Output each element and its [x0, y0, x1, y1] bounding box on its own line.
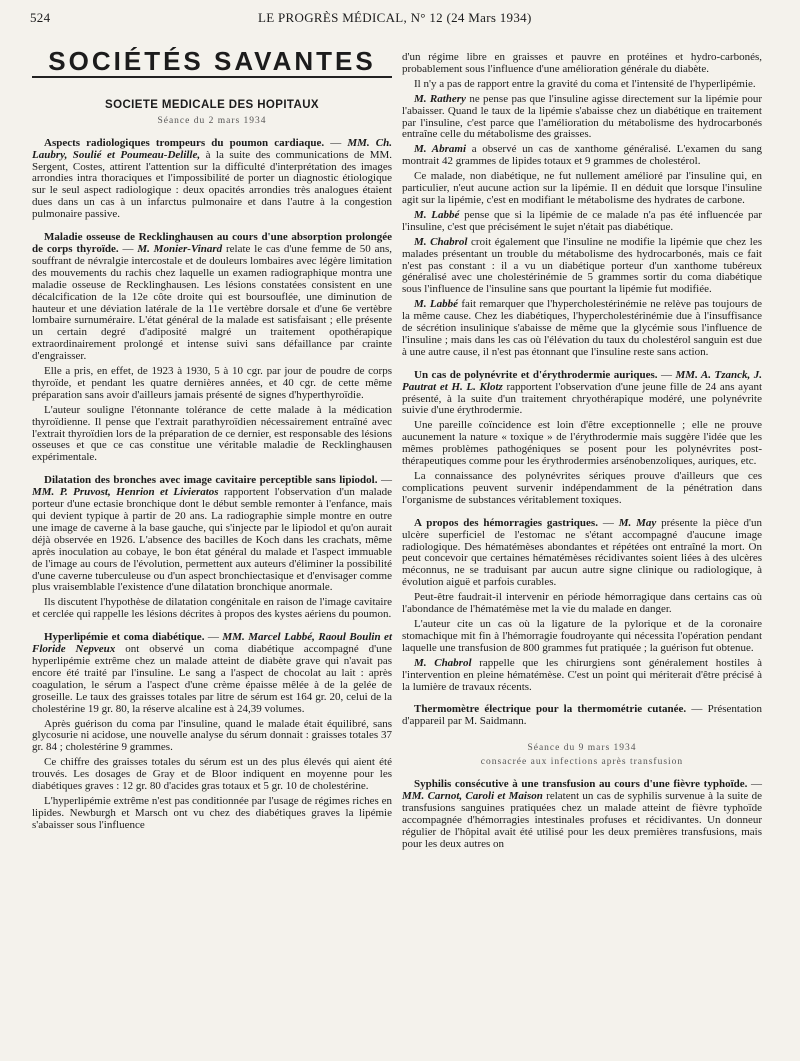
speaker: M. Abrami: [414, 143, 467, 156]
page-number: 524: [30, 10, 51, 25]
article-syphilis-transfusion: Syphilis consécutive à une transfusion au cours d'une fièvre typhoïde. — MM. Carnot, Caroli et Maison relatent un cas de syphilis survenue à la suite de transfusions sanguines pratiquées chez un malade atteint de fièvre typhoïde accompagnée d'hémorragies intestinales profuses et récidivantes. Un donneur régulier de l'hôpital avait été utilisé pour les deux premières transfusions, mais pour les deux autres on: [402, 778, 763, 850]
paragraph: d'un régime libre en graisses et pauvre en protéines et hydro-carbonés, probablement sous l'influence d'une amélioration générale du diabète.: [402, 51, 762, 75]
article-text: rapportent l'observation d'une jeune fille de 24 ans ayant présenté, à la suite d'un traitement chryothérapique modéré, une polynévrite suivie d'une érythrodermie.: [402, 380, 763, 417]
article-authors: M. Monier-Vinard: [137, 242, 223, 255]
article-recklinghausen: Maladie osseuse de Recklinghausen au cours d'une absorption prolongée de corps thyroïde. — M. Monier-Vinard relate le cas d'une femme de 50 ans, souffrant de névralgie intercostale et de douleurs lombaires avec légère limitation des mouvements du rachis chez laquelle un examen radiographique montra une maladie osseuse de Recklinghausen. Les lésions constatées consistent en une décalcification de la 12e côte droite qui est boursouflée, une diminution de hauteur et une déviation latérale de la 11e vertèbre dorsale et d'une 6e vertèbre lombaire surnuméraire. L'état général de la malade est satisfaisant ; elle présente un certain degré d'adiposité malgré un traitement opothérapique extraordinairement prolongé et intense suivi sans défaillance par crainte d'engraisser.: [32, 231, 393, 363]
paragraph: Une pareille coïncidence est loin d'être exceptionnelle ; elle ne prouve aucunement la nature « toxique » de l'érythrodermie mais suggère l'idée que les mêmes problèmes pathogéniques se posent pour les polynévrites post-thérapeutiques comme pour les érythrodermies arsénobenzoliques, auriques, etc.: [402, 419, 762, 468]
paragraph-text: ne pense pas que l'insuline agisse directement sur la lipémie pour l'abaisser. Quand le taux de la lipémie s'abaisse chez un diabétique en traitement par l'insuline, c'est parce que l'amélioration du métabolisme des hydrocarbonés entraîne celle du métabolisme des graisses.: [402, 92, 763, 141]
paragraph: La connaissance des polynévrites sériques prouve d'ailleurs que ces complications peuvent survenir indépendamment de la pénétration dans l'organisme de substances véritablement toxiques.: [402, 470, 762, 506]
article-text: à la suite des communications de MM. Sergent, Costes, attirent l'attention sur la difficulté d'interprétation des images arrondies intra thoraciques et l'impossibilité de porter un diagnostic étiologique sur le seul aspect radiologique : deux opacités arrondies très analogues étaient dues dans un cas à un infarctus pulmonaire et dans l'autre à la congestion pulmonaire passive.: [32, 148, 393, 221]
paragraph: [402, 210, 762, 234]
paragraph: [402, 237, 762, 297]
article-heading: Dilatation des bronches avec image cavitaire perceptible sans lipiodol.: [44, 474, 378, 487]
speaker: M. Chabrol: [414, 656, 472, 669]
article-text: relatent un cas de syphilis survenue à la suite de transfusions sanguines pratiquées chez un malade atteint de fièvre typhoïde accompagnée d'hémorragies intestinales profuses et récidivantes. Un donneur régulier de l'hôpital avait été utilisé pour les deux premières transfusions, mais pour les deux autres on: [402, 789, 762, 850]
article-heading: A propos des hémorragies gastriques.: [414, 516, 598, 529]
paragraph: Elle a pris, en effet, de 1923 à 1930, 5 à 10 cgr. par jour de poudre de corps thyroïde, et pendant les quatre dernières années, et 40 cgr. de cette même préparation sans avoir d'ailleurs jamais présenté de signes d'hyperthyroïdie.: [32, 365, 392, 401]
paragraph-text: rappelle que les chirurgiens sont généralement hostiles à l'intervention en pleine hématémèse. C'est un point qui mériterait d'être précisé à la lumière de travaux récents.: [402, 656, 763, 693]
speaker: M. Chabrol: [414, 235, 468, 248]
paragraph-text: croit également que l'insuline ne modifie la lipémie que chez les malades présentant un trouble du métabolisme des hydrocarbonés, mais ce fait n'est pas constant : il a vu un diabétique porteur d'un xanthome tubéreux généralisé avec une cholestérinémie de 5 grammes sortir du coma diabétique sous l'influence de l'insuline sans que pourtant la lipémie fut modifiée.: [402, 235, 762, 296]
article-hemorragies: A propos des hémorragies gastriques. — M. May présente la pièce d'un ulcère superficiel de l'estomac ne s'étant accompagné d'aucune image radiologique. Des hématémèses abondantes et répétées ont entraîné la mort. On peut concevoir que certaines hématémèses récidivantes soient liées à des ulcères méconnus, ne se traduisant par aucun autre signe clinique ou radiologique, à évolution aiguë et parfois curables.: [402, 516, 763, 589]
right-column: [402, 52, 762, 853]
article-heading: Maladie osseuse de Recklinghausen au cours d'une absorption prolongée de corps thyroïde.: [32, 231, 392, 255]
article-authors: MM. P. Pruvost, Henrion et Livieratos: [32, 486, 219, 499]
paragraph: L'hyperlipémie extrême n'est pas conditionnée par l'usage de régimes riches en lipides. Newburgh et Marsch ont vu chez des diabétiques graves la lipémie s'abaisser sous l'influence: [32, 794, 392, 831]
paragraph: [402, 144, 762, 168]
speaker: M. Labbé: [414, 298, 458, 311]
paragraph: Il n'y a pas de rapport entre la gravité du coma et l'intensité de l'hyperlipémie.: [414, 77, 756, 90]
article-text: relate le cas d'une femme de 50 ans, souffrant de névralgie intercostale et de douleurs lombaires avec légère limitation des mouvements du rachis chez laquelle un examen radiographique montra une maladie osseuse de Recklinghausen. Les lésions constatées consistent en une décalcification de la 12e côte droite qui est boursouflée, une diminution de hauteur et une déviation latérale de la 11e vertèbre dorsale et d'une 6e vertèbre lombaire surnuméraire. L'état général de la malade est satisfaisant ; elle présente un certain degré d'adiposité malgré un traitement opothérapique extraordinairement prolongé et intense suivi sans défaillance par crainte d'engraisser.: [32, 242, 393, 363]
article-heading: Aspects radiologiques trompeurs du poumon cardiaque.: [44, 136, 325, 149]
article-text: — Présentation d'appareil par M. Saidmann.: [402, 703, 762, 728]
article-text: rapportent l'observation d'un malade porteur d'une ectasie bronchique dont le début semble remonter à l'enfance, mais qui devient typique à partir de 20 ans. La radiographie simple montre en outre une image de caverne à la base gauche, qui s'injecte par le lipiodol et qu'on aurait déjà observée en 1926. L'absence des bacilles de Koch dans les crachats, même après inoculation au cobaye, le bon état général du malade et l'aspect immuable de l'image au cours de l'évolution, permettent aux auteurs d'éliminer la possibilité d'une caverne tuberculeuse ou d'un aspect bronchiectasique et d'envisager comme plus vraisemblable l'existence d'une dilatation bronchique anormale.: [32, 486, 392, 594]
running-header: [30, 10, 770, 26]
paragraph-text: pense que si la lipémie de ce malade n'a pas été influencée par l'insuline, c'est que précisément le sujet n'était pas diabétique.: [402, 208, 763, 233]
article-authors: MM. A. Tzanck, J. Pautrat et H. L. Klotz: [402, 368, 762, 393]
article-authors: MM. Carnot, Caroli et Maison: [402, 789, 543, 802]
paragraph: Ce chiffre des graisses totales du sérum est un des plus élevés qui aient été trouvés. Les dosages de Gray et de Bloor indiquent en moyenne pour les diabétiques graves : 12 gr. 80 d'acides gras totaux et 5 gr. 10 de cholestérine.: [32, 756, 392, 793]
paragraph: [402, 299, 762, 359]
article-hyperlipemie: Hyperlipémie et coma diabétique. — MM. Marcel Labbé, Raoul Boulin et Floride Nepveux ont observé un coma diabétique accompagné d'une hyperlipémie extrême chez un malade atteint de diabète grave qui n'avait pas encore été traité par l'insuline. Le sang a l'aspect de chocolat au lait : après coagulation, le sérum a l'aspect d'une crème épaisse mêlée à de la gelée de groseille. Le taux des graisses totales par litre de sérum est 164 gr. 20, celui de la cholestérine 19 gr. 80, la réserve alcaline est à 24,39 volumes.: [32, 631, 393, 715]
paragraph: L'auteur cite un cas où la ligature de la pylorique et de la coronaire stomachique mit fin à l'hémorragie foudroyante qui nécessita l'opération pendant laquelle une transfusion de 800 grammes fut pratiquée ; la guérison fut obtenue.: [402, 617, 762, 654]
society-name: SOCIETE MEDICALE DES HOPITAUX: [105, 98, 319, 111]
article-thermometre: [402, 704, 762, 728]
running-title: LE PROGRÈS MÉDICAL, N° 12 (24 Mars 1934): [258, 10, 532, 25]
article-dilatation-bronches: Dilatation des bronches avec image cavitaire perceptible sans lipiodol. — MM. P. Pruvost, Henrion et Livieratos rapportent l'observation d'un malade porteur d'une ectasie bronchique dont le début semble remonter à l'enfance, mais qui devient typique à partir de 20 ans. La radiographie simple montre en outre une image de caverne à la base gauche, qui s'injecte par le lipiodol et qu'on aurait déjà observée en 1926. L'absence des bacilles de Koch dans les crachats, même après inoculation au cobaye, le bon état général du malade et l'aspect immuable de l'image au cours de l'évolution, permettent aux auteurs d'éliminer la possibilité d'une caverne tuberculeuse ou d'un aspect bronchiectasique et d'envisager comme plus vraisemblable l'existence d'une dilatation bronchique anormale.: [32, 474, 392, 594]
paragraph: [402, 94, 762, 142]
article-heading: Un cas de polynévrite et d'érythrodermie auriques.: [414, 368, 658, 381]
article-heading: Thermomètre électrique pour la thermométrie cutanée.: [414, 703, 687, 716]
seance-date: Séance du 9 mars 1934: [527, 743, 637, 754]
speaker: M. Labbé: [414, 208, 460, 221]
article-authors: MM. Ch. Laubry, Soulié et Poumeau-Delille,: [32, 136, 392, 161]
article-aspects-radiologiques: Aspects radiologiques trompeurs du poumon cardiaque. — MM. Ch. Laubry, Soulié et Poumeau-Delille, à la suite des communications de MM. Sergent, Costes, attirent l'attention sur la difficulté d'interprétation des images arrondies intra thoraciques et l'impossibilité de porter un diagnostic étiologique sur le seul aspect radiologique : deux opacités arrondies très analogues étaient dues dans un cas à un infarctus pulmonaire et dans l'autre à la congestion pulmonaire passive.: [32, 136, 393, 221]
paragraph: Ce malade, non diabétique, ne fut nullement amélioré par l'insuline qui, en particulier, n'eut aucune action sur la lipémie. Il en déduit que lorsque l'insuline agit sur la lipémie, c'est en modifiant le métabolisme des hydrates de carbone.: [402, 170, 762, 206]
paragraph: Peut-être faudrait-il intervenir en période hémorragique dans certains cas où l'abondance de l'hématémèse met la vie du malade en danger.: [402, 591, 762, 616]
left-column: [32, 46, 392, 835]
paragraph-text: fait remarquer que l'hypercholestérinémie ne relève pas toujours de la même cause. Chez les diabétiques, l'hypercholestérinémie due à l'insuffisance de sécrétion insulinique s'abaisse de même que la glycémie sous l'influence de l'insuline ; mais dans les cas où l'élévation du taux du cholestérol sanguin est due à une autre cause, il n'est pas étonnant que l'insuline reste sans action.: [402, 298, 762, 358]
article-authors: M. May: [618, 516, 657, 529]
article-text: présente la pièce d'un ulcère superficiel de l'estomac ne s'étant accompagné d'aucune image radiologique. Des hématémèses abondantes et répétées ont entraîné la mort. On peut concevoir que certaines hématémèses récidivantes soient liées à des ulcères méconnus, ne se traduisant par aucun autre signe clinique ou radiologique, à évolution aiguë et parfois curables.: [402, 516, 763, 589]
article-heading: Hyperlipémie et coma diabétique.: [44, 631, 205, 644]
paragraph: [402, 658, 762, 694]
paragraph-text: a observé un cas de xanthome généralisé. L'examen du sang montrait 42 grammes de lipides totaux et 9 grammes de cholestérol.: [402, 143, 762, 168]
section-title: SOCIÉTÉS SAVANTES: [32, 56, 392, 78]
paragraph: Après guérison du coma par l'insuline, quand le malade était équilibré, sans glycosurie ni acidose, une nouvelle analyse du sérum donnait : graisses totales 37 gr. 84 ; cholestérine 9 grammes.: [32, 717, 392, 754]
seance-date: Séance du 2 mars 1934: [157, 115, 267, 126]
article-authors: MM. Marcel Labbé, Raoul Boulin et Floride Nepveux: [32, 631, 392, 656]
paragraph: Ils discutent l'hypothèse de dilatation congénitale en raison de l'image cavitaire et cerclée qui rappelle les lésions décrites à propos des kystes aériens du poumon.: [32, 596, 392, 621]
article-heading: Syphilis consécutive à une transfusion au cours d'une fièvre typhoïde.: [414, 778, 748, 791]
article-text: ont observé un coma diabétique accompagné d'une hyperlipémie extrême chez un malade atteint de diabète grave qui n'avait pas encore été traité par l'insuline. Le sang a l'aspect de chocolat au lait : après coagulation, le sérum a l'aspect d'une crème épaisse mêlée à de la gelée de groseille. Le taux des graisses totales par litre de sérum est 164 gr. 20, celui de la cholestérine 19 gr. 80, la réserve alcaline est à 24,39 volumes.: [32, 643, 393, 715]
speaker: M. Rathery: [414, 92, 466, 105]
article-polynevrite: Un cas de polynévrite et d'érythrodermie auriques. — MM. A. Tzanck, J. Pautrat et H. L. Klotz rapportent l'observation d'une jeune fille de 24 ans ayant présenté, à la suite d'un traitement chryothérapique modéré, une polynévrite suivie d'une érythrodermie.: [402, 368, 763, 417]
seance-subtitle: consacrée aux infections après transfusion: [480, 757, 684, 768]
paragraph: L'auteur souligne l'étonnante tolérance de cette malade à la médication thyroïdienne. Il pense que l'extrait parathyroïdien nécessairement entraîné avec l'extrait thyroïdien lors de la préparation de ce dernier, est responsable des lésions osseuses et que ce cas constitue une véritable maladie de Recklinghausen expérimentale.: [32, 403, 392, 464]
